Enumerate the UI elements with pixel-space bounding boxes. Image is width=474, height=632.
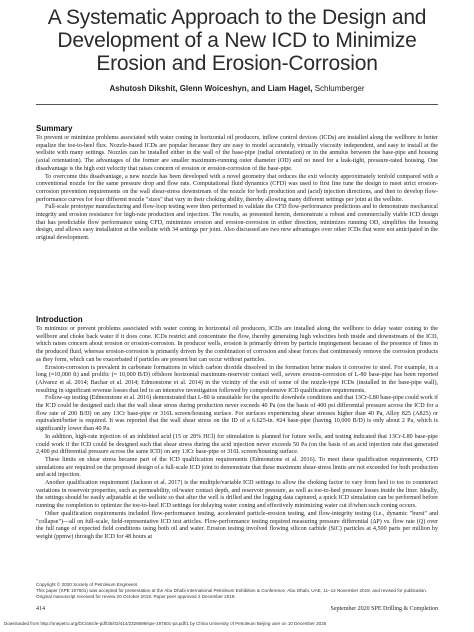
summary-paragraph: To overcome this disadvantage, a new nozzle has been developed with a novel geometry that reduces the exit velocity approximately tenfold compared with a conventional nozzle for the same pressure drop and flow rate. Computational fluid dynamics (CFD) was used to first fine tune the design to meet strict erosion-corrosion prevention requirements on the wall shear-stress downstream of the nozzle for both production and (acid) injection directions, and then to develop flow-performance curves for four different nozzle "sizes" that vary in their choking ability, thereby allowing many different settings per joint at the wellsite. [36, 173, 438, 203]
summary-paragraph: To prevent or minimize problems associated with water coning in horizontal oil producers, inflow control devices (ICDs) are installed along the wellbore to better equalize the toe-to-heel flux. Nozzle-based ICDs are popular because they are easy to model accurately, virtually viscosity independent, and easy to install at the wellsite with many settings. Nozzles can be installed either in the wall of the base-pipe (radial orientation) or in the annulus between the base-pipe and housing (axial orientation). The advantages of the former are smaller maximum-running outer diameter (OD) and no need for a leak-tight, pressure-rated housing. One disadvantage is the high exit velocity that raises concern of erosion or erosion-corrosion of the base-pipe. [36, 135, 438, 172]
paper-title [20, 6, 454, 75]
introduction-paragraph: Other qualification requirements included flow-performance testing, accelerated particle-erosion testing, and flow-integrity testing (i.e., dynamic "burst" and "collapse")—all on full-scale, field-representative ICD test articles. Flow-performance testing required measuring pressure differential (ΔP) vs. flow rate (Q) over the full range of expected field conditions using both oil and water. Erosion testing involved flowing silicon carbide (SiC) particles at 4,500 parts per million by weight (ppmw) through the ICD for 48 hours at [36, 510, 438, 540]
author-line [20, 84, 454, 93]
title-line: Erosion and Erosion-Corrosion [96, 52, 378, 75]
download-notice: Downloaded from http://onepetro.org/DC/article-pdf/35/03/414/2328698/spe-197601-pa.pdf/1 by China University of Petroleum Beijing user on 10 December 2025 [4, 621, 327, 626]
summary-paragraph: Full-scale prototype manufacturing and flow-loop testing were then performed to validate the CFD flow-performance predictions and to demonstrate mechanical integrity and erosion resistance for high-rate production and injection. The results, as presented herein, demonstrate a robust and commercially viable ICD design that has predictable flow performance using CFD, minimizes erosion and erosion-corrosion in either direction, minimizes running OD, simplifies the housing design, and allows easy installation at the wellsite with 34 settings per joint. Also discussed are two new advantages over other ICDs that were not anticipated in the original development. [36, 204, 438, 242]
journal-info: September 2020 SPE Drilling & Completion [330, 606, 438, 612]
introduction-heading: Introduction [36, 315, 83, 324]
introduction-paragraph: In addition, high-rate injection of an inhibited acid (15 or 28% HCl) for stimulation is planned for future wells, and testing indicated that 13Cr-L80 base-pipe could work if the ICD could be designed such that shear stress during the acid injection never exceeds 50 Pa (on the basis of an acid injection rate that generated 2,400 psi differential pressure across the same ICD) on any 13Cr base-pipe or 316L screen/housing surface. [36, 433, 438, 456]
introduction-body [36, 326, 438, 542]
introduction-paragraph: Follow-up testing (Edmonstone et al. 2016) demonstrated that L-80 is unsuitable for the specific downhole conditions and that 13Cr-L80 base-pipe could work if the ICD could be designed such that the wall shear stress during production never exceeds 40 Pa (on the basis of 400 psi differential pressure across the ICD for a flow rate of 200 B/D) on any 13Cr base-pipe or 316L screen/housing surface. For surfaces experiencing shear stresses higher than 40 Pa, Alloy 825 (A825) or equivalent/better is required. It was reported that the wall shear stress on the ID of a 6.625-in. #24 base-pipe (having 10,000 B/D) is only about 2 Pa, which is significantly lower than 40 Pa. [36, 395, 439, 433]
summary-heading: Summary [36, 124, 73, 133]
author-affiliation: Schlumberger [312, 84, 365, 93]
page-number: 414 [36, 606, 45, 612]
author-names: Ashutosh Dikshit, Glenn Woiceshyn, and Liam Hagel, [109, 84, 313, 93]
introduction-paragraph: Erosion-corrosion is prevalent in carbonate formations in which carbon dioxide dissolved in the formation brine makes it corrosive to steel. For example, in a long (≈10,000 ft) and prolific (≈ 10,000 B/D) offshore horizontal maximum-reservoir contact well, severe erosion-corrosion of L-80 base-pipe has been reported (Alvarez et al. 2014; Bachar et al. 2014; Edmonstone et al. 2014) in the vicinity of the exit of some of the nozzle-type ICDs (installed in the base-pipe wall), resulting in significant revenue losses that led to an intensive investigation followed by comprehensive ICD qualification requirements. [36, 364, 438, 394]
divider [36, 104, 438, 105]
publication-note: This paper (SPE 197601) was accepted for presentation at the Abu Dhabi International Petroleum Exhibition & Conference, Abu Dhabi, UAE, 11–14 November 2019, and revised for publication. Original manuscript received for review 20 October 2019. Paper peer approved 2 December 2019. [36, 588, 428, 599]
introduction-paragraph: These limits on shear stress became part of the ICD qualification requirements (Edmonstone et al. 2016). To meet these qualification requirements, CFD simulations are required on the proposed design of a full-scale ICD joint to demonstrate that these maximum shear-stress limits are not exceeded for both production and acid injection. [36, 456, 438, 479]
introduction-paragraph: To minimize or prevent problems associated with water coning in horizontal oil producers, ICDs are installed along the wellbore to delay water coning to the wellbore and choke back water if it does cone. ICDs restrict and concentrate the flow, thereby generating high velocities both inside and downstream of the ICD, which raises concern about erosion or erosion-corrosion. In producer wells, erosion is primarily driven by particle impingement because of the presence of fines in the produced fluid, whereas erosion-corrosion is primarily driven by the combination of corrosion and shear forces that continuously remove the corrosion products as they form, which can be exacerbated if particles are present but can occur without particles. [36, 326, 438, 363]
copyright-note: Copyright © 2020 Society of Petroleum Engineers [36, 582, 138, 587]
footnotes [36, 582, 438, 600]
introduction-paragraph: Another qualification requirement (Jackson et al. 2017) is the multiple/variable ICD settings to allow the choking factor to vary from heel to toe to counteract variations in reservoir properties, such as permeability, oil/water contact depth, and reservoir pressure, as well as toe-to-heel pressure losses inside the liner. Ideally, the settings should be easily adjustable at the wellsite so that after the well is drilled and the logging data captured, a quick ICD simulation can be performed before running the completion to optimize the toe-to-heel ICD settings for delaying water coning and effectively minimizing water cut if/when such coning occurs. [36, 480, 438, 510]
title-line: A Systematic Approach to the Design and [47, 6, 427, 29]
summary-body [36, 135, 438, 243]
title-line: Development of a New ICD to Minimize [57, 29, 417, 52]
